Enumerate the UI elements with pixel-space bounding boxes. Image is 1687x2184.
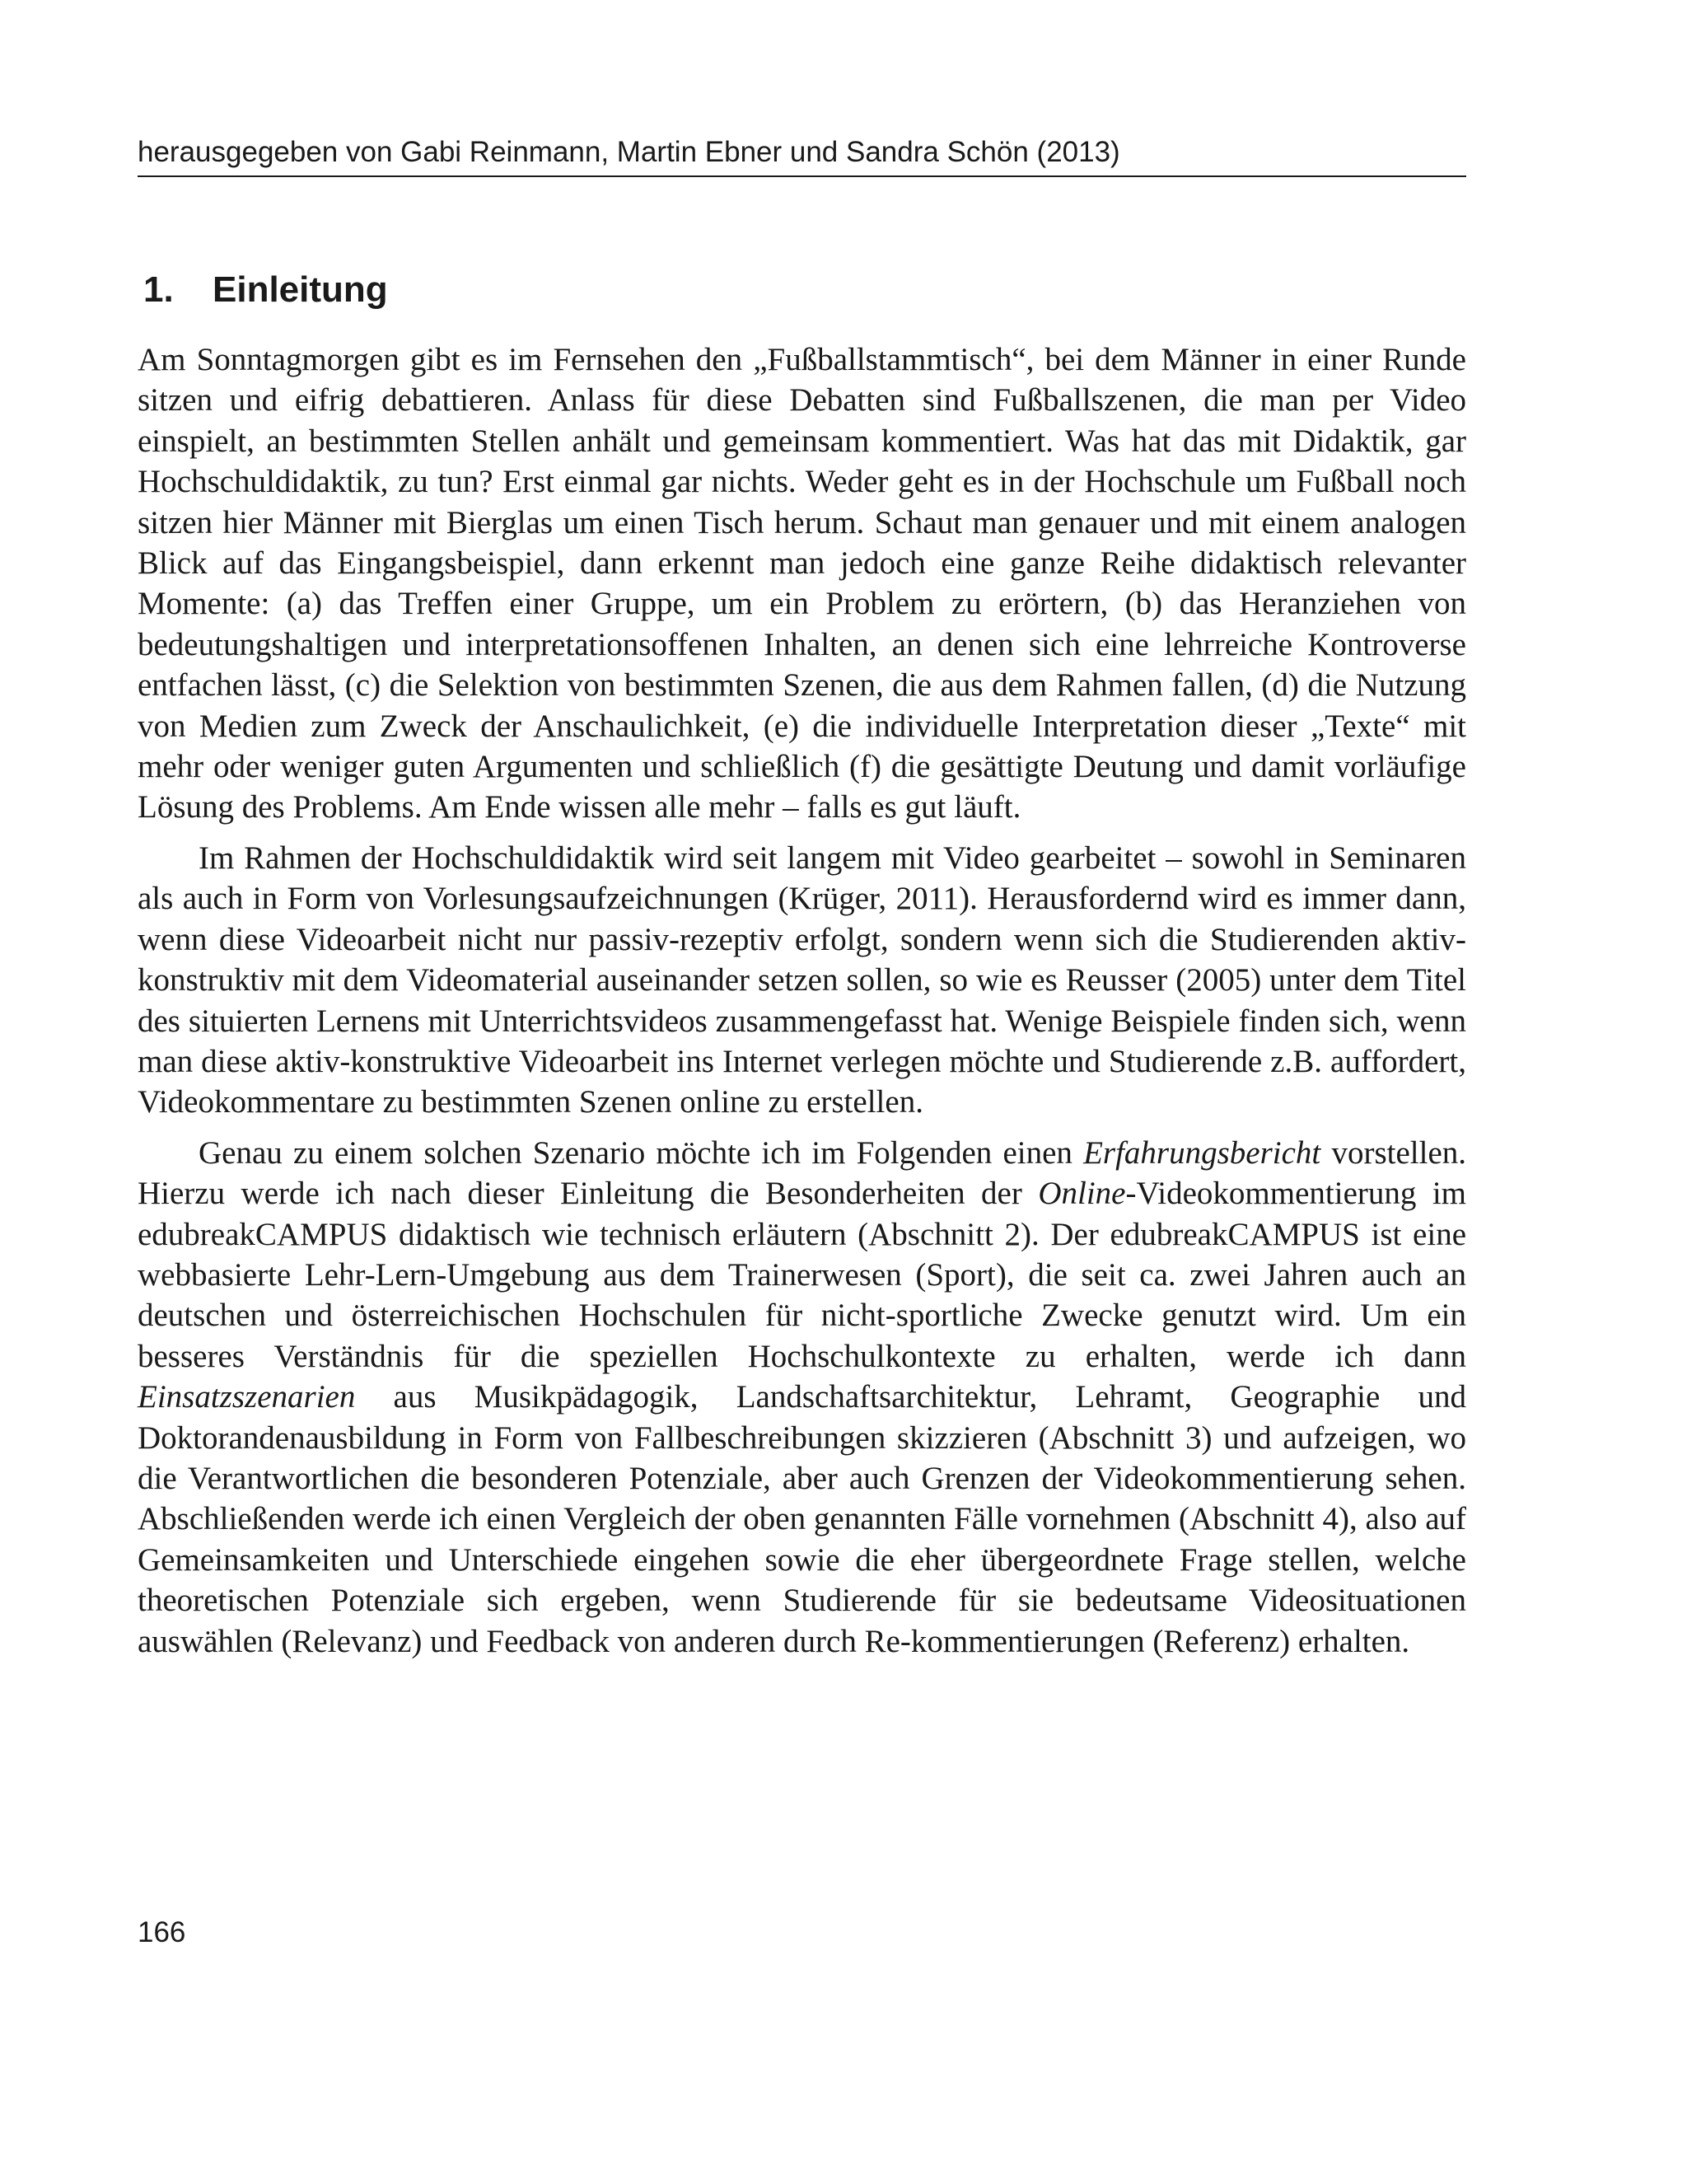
running-header: herausgegeben von Gabi Reinmann, Martin Ebner und Sandra Schön (2013) (138, 136, 1466, 177)
paragraph-1: Am Sonntagmorgen gibt es im Fernsehen den „Fußballstammtisch“, bei dem Männer in einer Runde sitzen und eifrig debattieren. Anlass für diese Debatten sind Fußballszenen, die man per Video einspielt, an bestimmten Stellen anhält und gemeinsam kommentiert. Was hat das mit Didaktik, gar Hochschuldidaktik, zu tun? Erst einmal gar nichts. Weder geht es in der Hochschule um Fußball noch sitzen hier Männer mit Bierglas um einen Tisch herum. Schaut man genauer und mit einem analogen Blick auf das Eingangsbeispiel, dann erkennt man jedoch eine ganze Reihe didaktisch relevanter Momente: (a) das Treffen einer Gruppe, um ein Problem zu erörtern, (b) das Heranziehen von bedeutungshaltigen und interpretationsoffenen Inhalten, an denen sich eine lehrreiche Kontroverse entfachen lässt, (c) die Selektion von bestimmten Szenen, die aus dem Rahmen fallen, (d) die Nutzung von Medien zum Zweck der Anschaulichkeit, (e) die individuelle Interpretation dieser „Texte“ mit mehr oder weniger guten Argumenten und schließlich (f) die gesättigte Deutung und damit vorläufige Lösung des Problems. Am Ende wissen alle mehr – falls es gut läuft. (138, 342, 1466, 825)
section-heading (143, 265, 388, 315)
paragraph-3-text: aus Musikpädagogik, Landschaftsarchitektur, Lehramt, Geographie und Doktorandenausbildung in Form von Fallbeschreibungen skizzieren (Abschnitt 3) und aufzeigen, wo die Verantwortlichen die besonderen Potenziale, aber auch Grenzen der Videokommentierung sehen. Abschließenden werde ich einen Vergleich der oben genannten Fälle vornehmen (Abschnitt 4), also auf Gemeinsamkeiten und Unterschiede eingehen sowie die eher übergeordnete Frage stellen, welche theoretischen Potenziale sich ergeben, wenn Studierende für sie bedeutsame Videosituationen auswählen (Relevanz) und Feedback von anderen durch Re-kommentierungen (Referenz) erhalten. (138, 1379, 1466, 1659)
paragraph-3 (138, 1133, 1466, 1662)
emphasis-einsatzszenarien: Einsatzszenarien (138, 1379, 356, 1415)
section-number: 1. (143, 269, 174, 310)
paragraph-3-text: -Videokommentierung im edubreakCAMPUS didaktisch wie technisch erläutern (Abschnitt 2). Der edubreakCAMPUS ist eine webbasierte Lehr-Lern-Umgebung aus dem Trainerwesen (Sport), die seit ca. zwei Jahren auch an deutschen und österreichischen Hochschulen für nicht-sportliche Zwecke genutzt wird. Um ein besseres Verständnis für die speziellen Hochschulkontexte zu erhalten, werde ich dann (138, 1176, 1466, 1374)
body-text (138, 339, 1466, 1662)
section-title: Einleitung (213, 269, 388, 310)
emphasis-online: Online (1038, 1176, 1126, 1212)
paragraph-2: Im Rahmen der Hochschuldidaktik wird seit langem mit Video gearbeitet – sowohl in Seminaren als auch in Form von Vorlesungsaufzeichnungen (Krüger, 2011). Herausfordernd wird es immer dann, wenn diese Videoarbeit nicht nur passiv-rezeptiv erfolgt, sondern wenn sich die Studierenden aktiv-konstruktiv mit dem Videomaterial auseinander setzen sollen, so wie es Reusser (2005) unter dem Titel des situierten Lernens mit Unterrichtsvideos zusammengefasst hat. Wenige Beispiele finden sich, wenn man diese aktiv-konstruktive Videoarbeit ins Internet verlegen möchte und Studierende z.B. auffordert, Videokommentare zu bestimmten Szenen online zu erstellen. (138, 839, 1466, 1120)
emphasis-erfahrungsbericht: Erfahrungsbericht (1083, 1134, 1321, 1171)
page-number: 166 (138, 1916, 186, 1948)
paragraph-3-text: vorstellen. Hierzu werde ich nach dieser Einleitung die Besonderheiten der (138, 1134, 1466, 1212)
paragraph-3-text: Genau zu einem solchen Szenario möchte ich im Folgenden einen (199, 1134, 1084, 1171)
